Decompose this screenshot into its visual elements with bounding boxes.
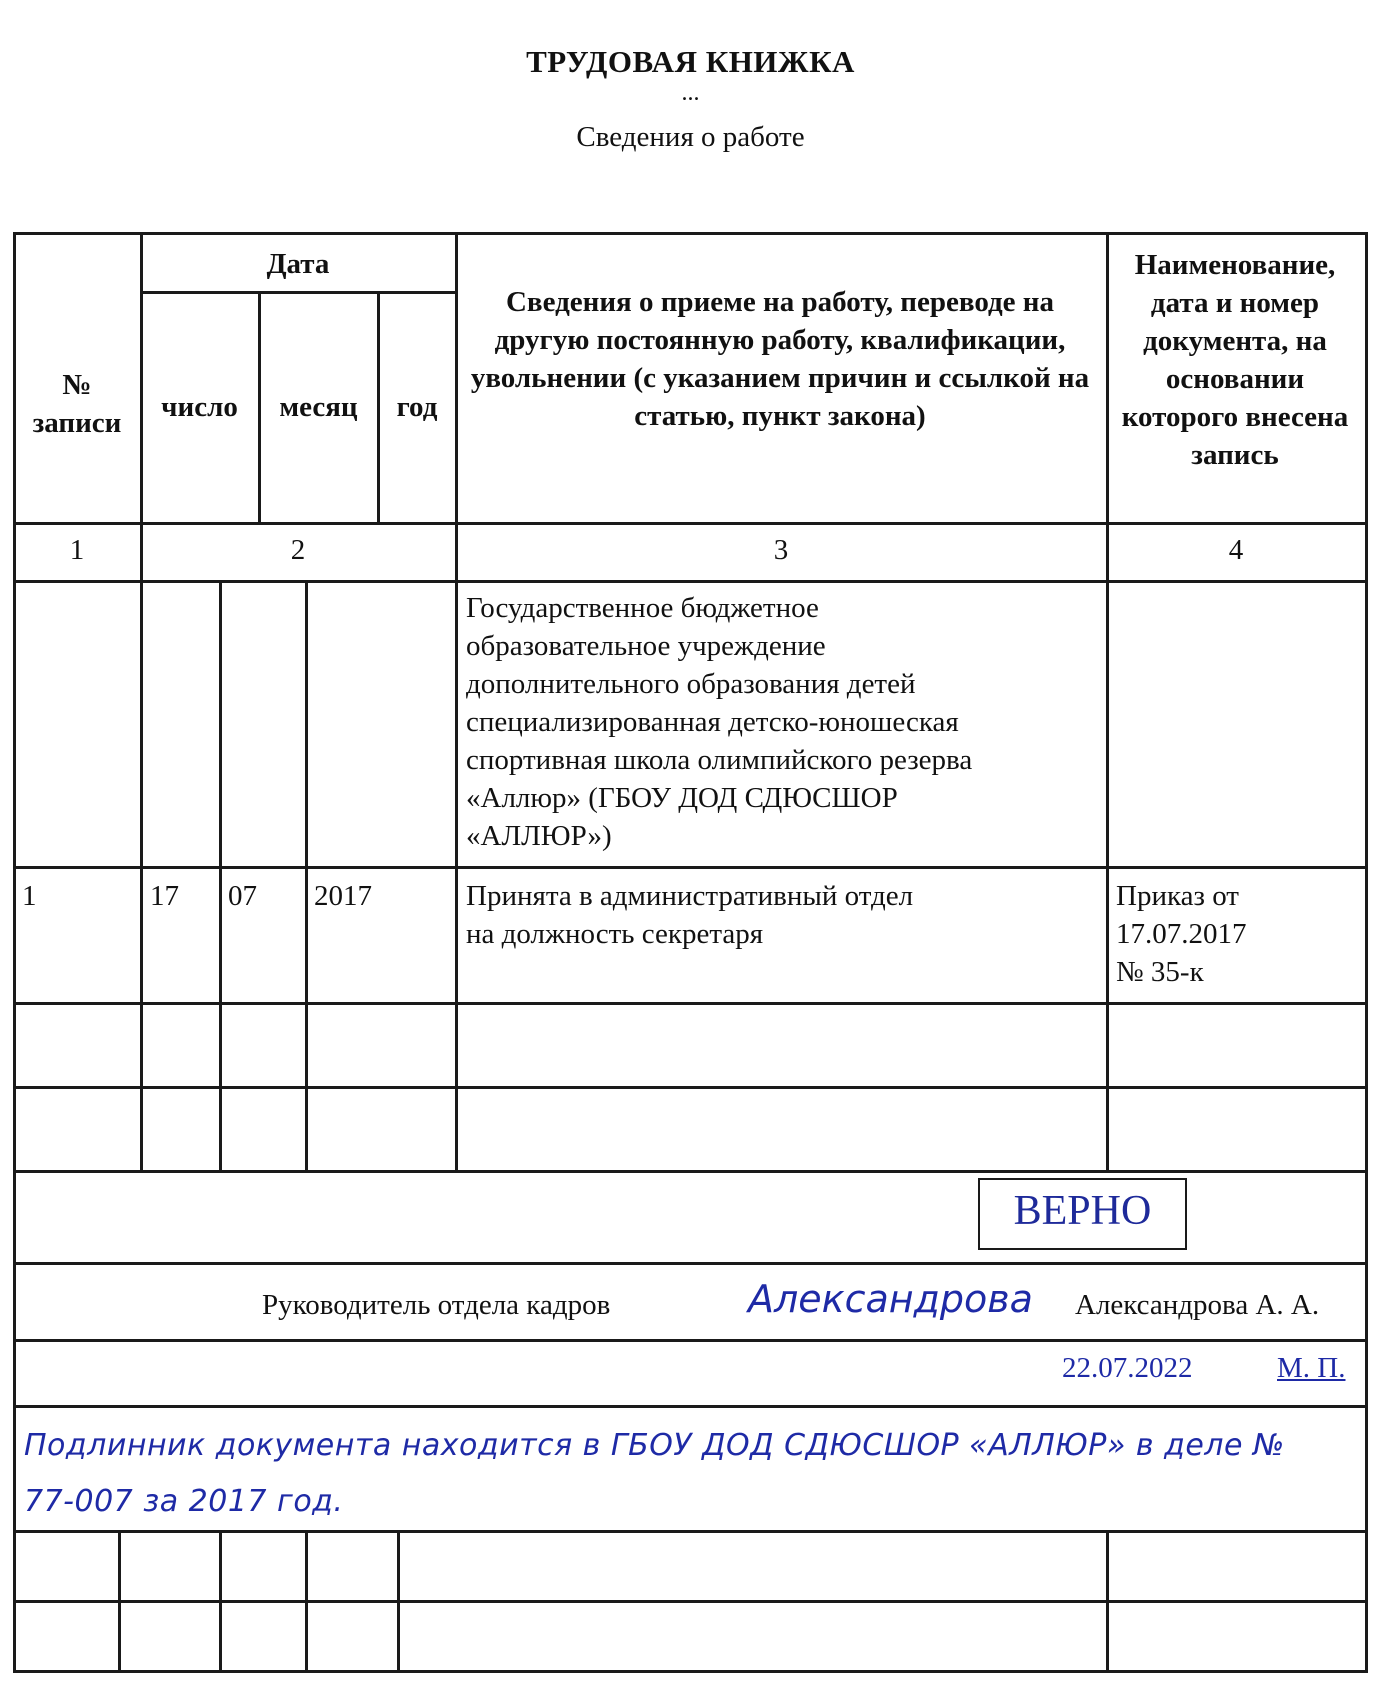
organization-name: Государственное бюджетное образовательное учреждение дополнительного образования детей специализированная детско-юношеская спортивная школа олимпийского резерва «Аллюр» (ГБОУ ДОД СДЮСШОР «АЛЛЮР»): [466, 592, 973, 852]
title-ellipsis: ...: [681, 80, 700, 106]
original-location-note: Подлинник документа находится в ГБОУ ДОД СДЮСШОР «АЛЛЮР» в деле № 77-007 за 2017 год.: [24, 1428, 1285, 1519]
entry-month: 07: [228, 880, 257, 912]
col-year-header: год: [396, 391, 438, 423]
col-number-3: 3: [773, 534, 789, 566]
col-document-header: Наименование, дата и номер документа, на основании которого внесена запись: [1121, 249, 1349, 471]
verified-stamp: ВЕРНО: [978, 1178, 1187, 1250]
page-title: ТРУДОВАЯ КНИЖКА: [526, 44, 855, 79]
col-day-header: число: [161, 391, 238, 423]
seal-place: М. П.: [1277, 1352, 1346, 1384]
entry-record-no: 1: [22, 880, 37, 912]
col-date-header: Дата: [266, 248, 330, 280]
entry-day: 17: [150, 880, 179, 912]
col-month-header: месяц: [279, 391, 358, 423]
hr-head-position: Руководитель отдела кадров: [262, 1289, 611, 1321]
col-number-2: 2: [290, 534, 306, 566]
certification-date: 22.07.2022: [1062, 1352, 1193, 1384]
entry-info: Принята в административный отдел на должность секретаря: [466, 880, 914, 950]
hr-head-name: Александрова А. А.: [1075, 1289, 1320, 1321]
col-info-header: Сведения о приеме на работу, переводе на другую постоянную работу, квалификации, увольнении (с указанием причин и ссылкой на статью, пункт закона): [470, 286, 1090, 432]
entry-year: 2017: [314, 880, 372, 912]
handwritten-signature: Александрова: [748, 1277, 1033, 1321]
col-number-4: 4: [1228, 534, 1244, 566]
col-number-1: 1: [69, 534, 85, 566]
entry-document: Приказ от 17.07.2017 № 35-к: [1116, 880, 1247, 988]
page-subtitle: Сведения о работе: [576, 121, 805, 153]
col-record-no-header: № записи: [32, 369, 122, 439]
